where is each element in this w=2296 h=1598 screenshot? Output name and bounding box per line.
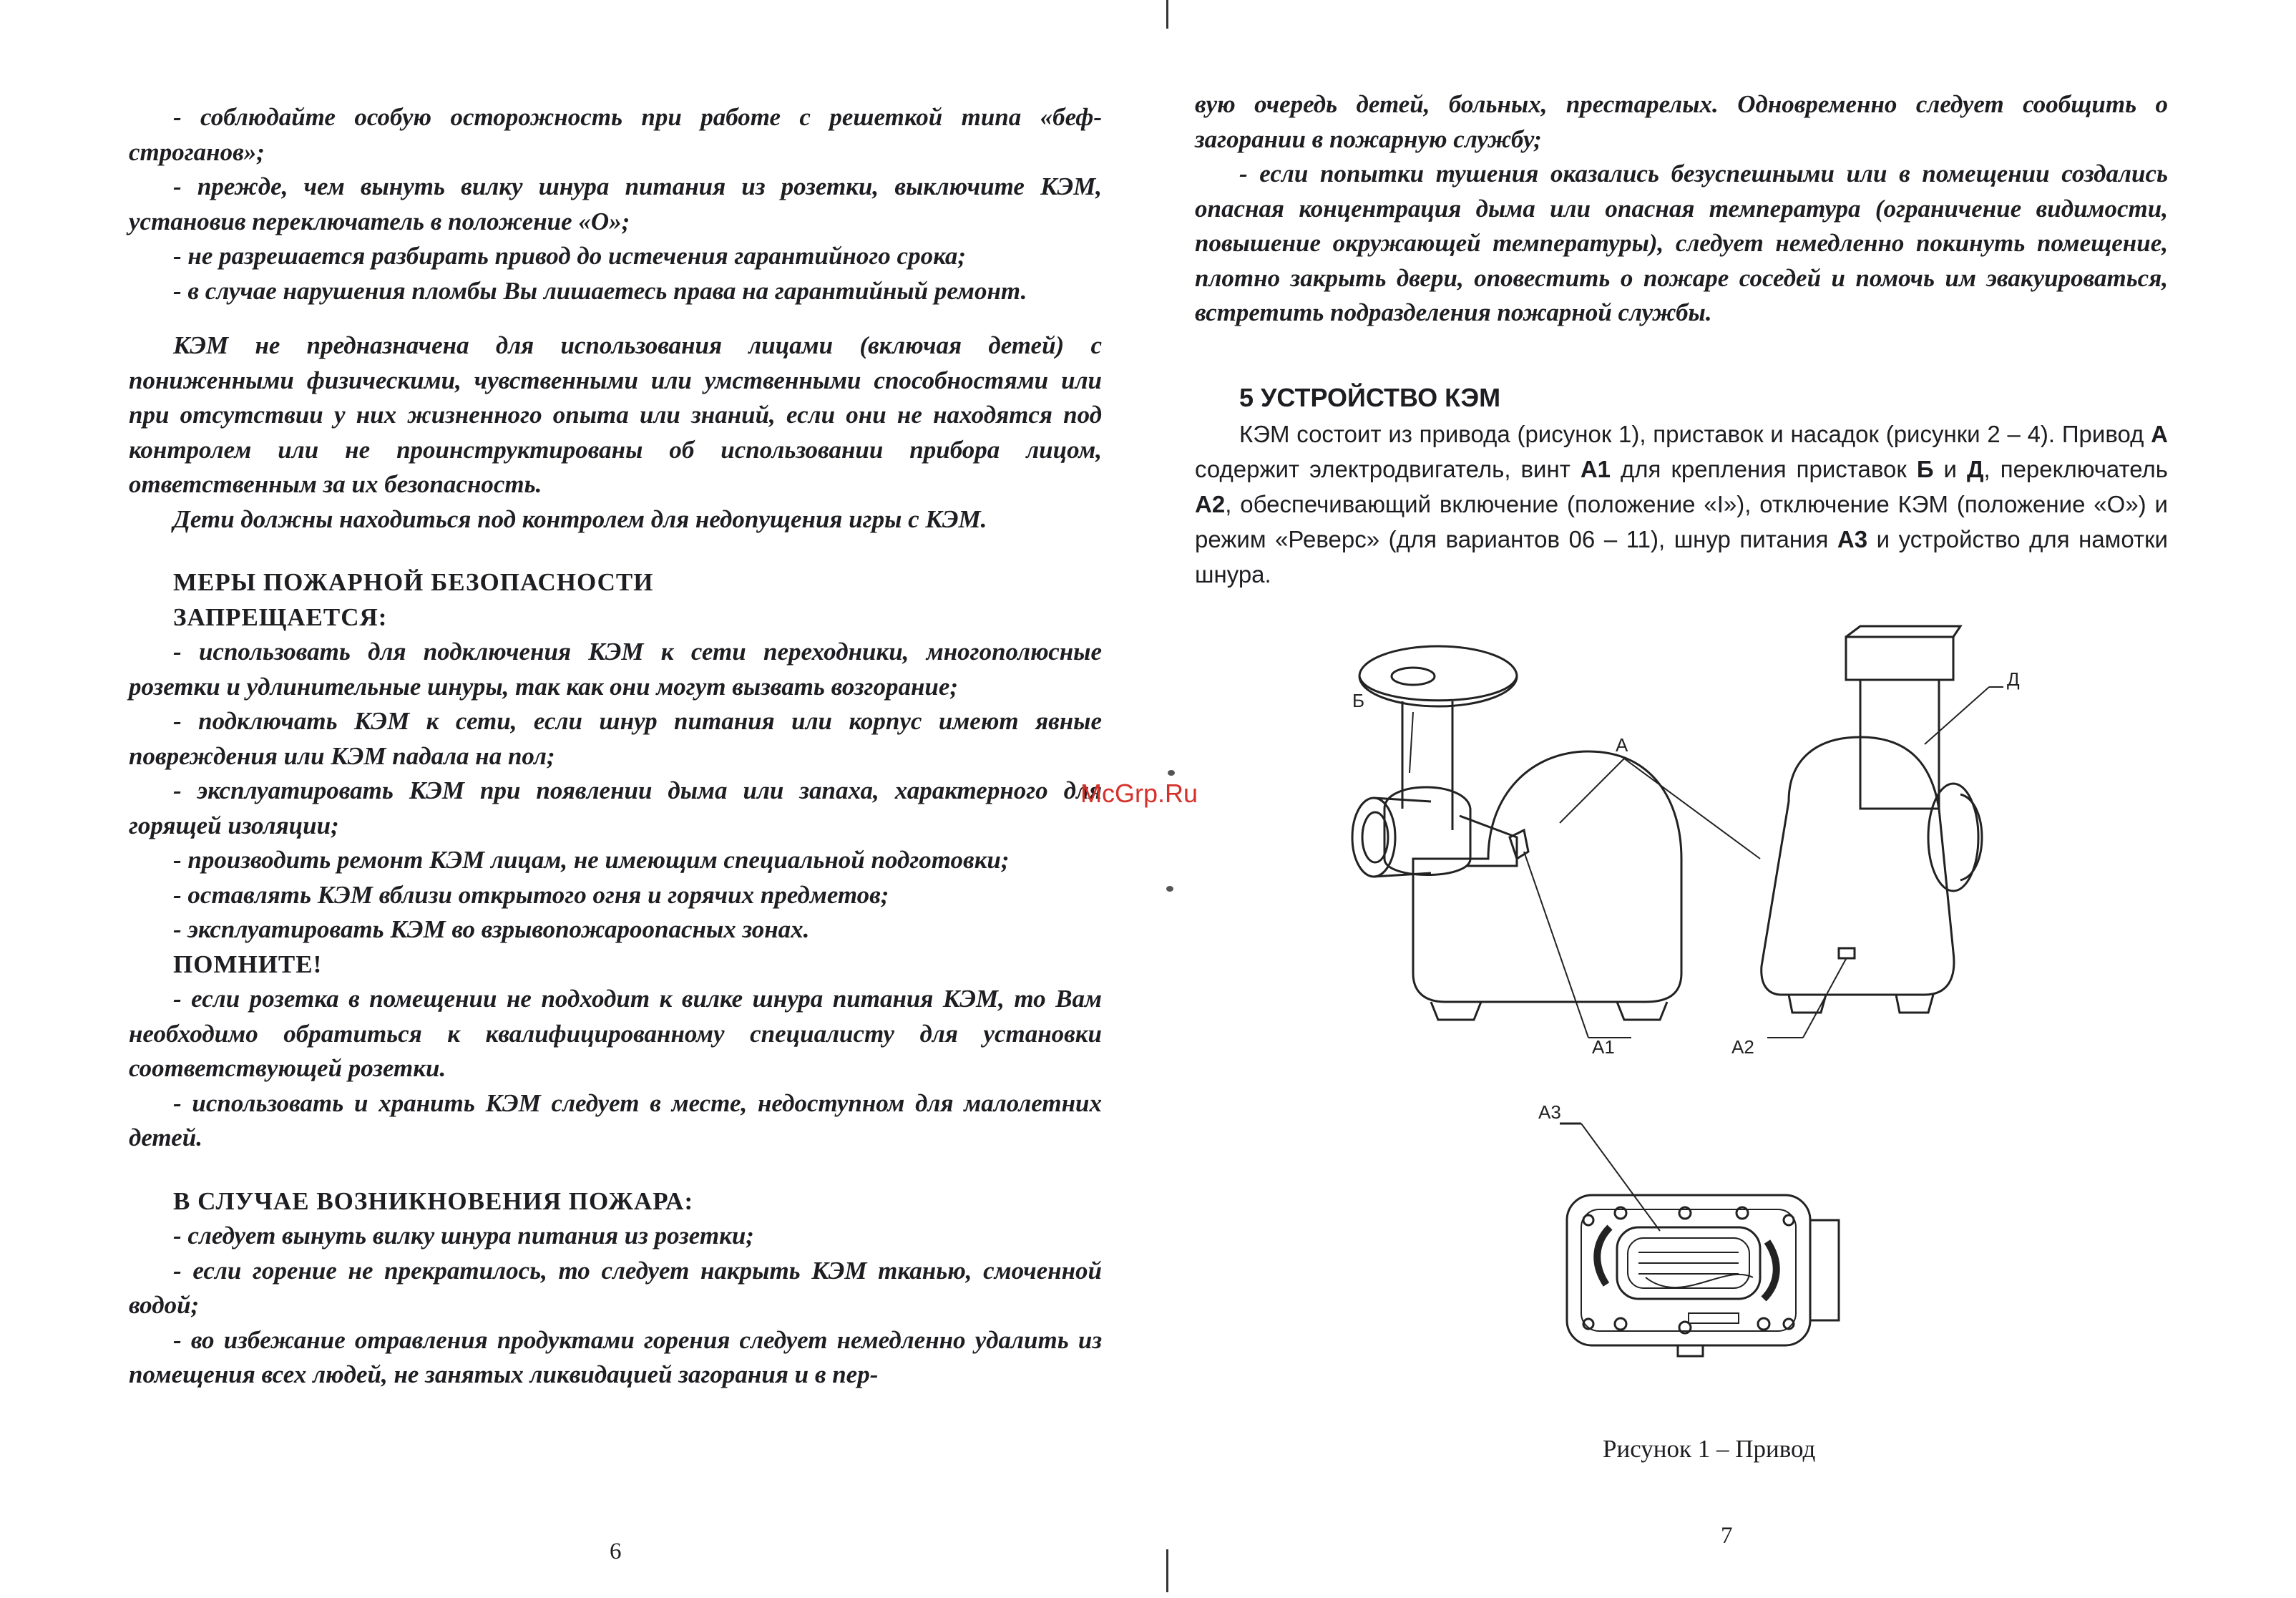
drive-figure [1345, 623, 2118, 1066]
list-item: - во избежание отравления продуктами горения следует немедленно удалить из помещения всех людей, не занятых ликвидацией загорания и в пер- [129, 1325, 1102, 1388]
switch-a2 [1839, 948, 1855, 958]
list-item: - следует вынуть вилку шнура питания из розетки; [173, 1222, 754, 1249]
paragraph: - прежде, чем вынуть вилку шнура питания из розетки, выключите КЭМ, установив переключатель в положение «О»; [129, 172, 1102, 235]
drive-body-right [1762, 737, 1954, 995]
paragraph: вую очередь детей, больных, престарелых. Одновременно следует сообщить о загорании в пожарную службу; [1195, 90, 2168, 153]
list-item: - производить ремонт КЭМ лицам, не имеющим специальной подготовки; [173, 846, 1010, 874]
label-a2: А2 [1731, 1036, 1754, 1058]
list-item: - оставлять КЭМ вблизи открытого огня и горячих предметов; [173, 880, 889, 909]
label-a1: А1 [1592, 1036, 1615, 1058]
left-column [129, 100, 1102, 1393]
device-description: КЭМ состоит из привода (рисунок 1), приставок и насадок (рисунки 2 – 4). Привод А содержит электродвигатель, винт А1 для крепления приставок Б и Д, переключатель А2, обеспечивающий включение (положение «I»), отключение КЭМ (положение «О») и режим «Реверс» (для вариантов 06 – 11), шнур питания А3 и устройство для намотки шнура. [1195, 420, 2169, 588]
notice-paragraph: КЭМ не предназначена для использования лицами (включая детей) с пониженными физическими, чувственными или умственными способностями или при отсутствии у них жизненного опыта или знаний, если они не находятся под контролем или не проинструктированы об использовании прибора лицом, ответственным за их безопасность. [129, 331, 1102, 498]
list-item: - если горение не прекратилось, то следует накрыть КЭМ тканью, смоченной водой; [129, 1256, 1102, 1319]
label-d: Д [2007, 668, 2020, 690]
cord-storage-figure [1538, 1098, 1810, 1385]
paragraph: - если попытки тушения оказались безуспешными или в помещении создались опасная концентрация дыма или опасная температура (ограничение видимости, повышение окружающей температуры), следует немедленно покинуть помещение, плотно закрыть двери, оповестить о пожаре соседей и помочь им эвакуироваться, встретить подразделения пожарной службы. [1195, 160, 2168, 326]
wind-arrow-left [1597, 1227, 1610, 1285]
right-column [1195, 87, 2168, 592]
list-item: - если розетка в помещении не подходит к вилке шнура питания КЭМ, то Вам необходимо обратиться к квалифицированному специалисту для установки соответствующей розетки. [129, 985, 1102, 1082]
paragraph: - соблюдайте особую осторожность при работе с решеткой типа «беф-строганов»; [129, 103, 1102, 166]
fire-safety-heading: МЕРЫ ПОЖАРНОЙ БЕЗОПАСНОСТИ [173, 568, 654, 596]
list-item: - эксплуатировать КЭМ при появлении дыма или запаха, характерного для горящей изоляции; [129, 776, 1102, 839]
notice-paragraph: Дети должны находиться под контролем для недопущения игры с КЭМ. [173, 505, 987, 533]
list-item: - использовать и хранить КЭМ следует в месте, недоступном для малолетних детей. [129, 1088, 1102, 1151]
wind-arrow-right [1764, 1242, 1777, 1299]
figure-caption: Рисунок 1 – Привод [1603, 1435, 1816, 1463]
right-page [1145, 0, 2296, 1598]
remember-heading: ПОМНИТЕ! [173, 950, 323, 978]
hopper-tray [1359, 646, 1517, 706]
list-item: - подключать КЭМ к сети, если шнур питания или корпус имеют явные повреждения или КЭМ падала на пол; [129, 707, 1102, 770]
forbidden-heading: ЗАПРЕЩАЕТСЯ: [173, 603, 388, 631]
list-item: - эксплуатировать КЭМ во взрывопожароопасных зонах. [173, 915, 810, 943]
paragraph: - не разрешается разбирать привод до истечения гарантийного срока; [173, 242, 967, 270]
fire-case-heading: В СЛУЧАЕ ВОЗНИКНОВЕНИЯ ПОЖАРА: [173, 1187, 694, 1215]
page-number: 7 [1721, 1523, 1733, 1549]
watermark: McGrp.Ru [1080, 779, 1198, 808]
label-a3: А3 [1538, 1101, 1561, 1123]
label-b: Б [1352, 690, 1365, 711]
page-number: 6 [610, 1539, 622, 1564]
left-page [0, 0, 1145, 1598]
list-item: - использовать для подключения КЭМ к сети переходники, многополюсные розетки и удлинительные шнуры, так как они могут вызвать возгорание; [129, 638, 1102, 701]
label-a: А [1616, 734, 1628, 756]
section-title: 5 УСТРОЙСТВО КЭМ [1239, 382, 1501, 412]
paragraph: - в случае нарушения пломбы Вы лишаетесь права на гарантийный ремонт. [173, 276, 1027, 305]
